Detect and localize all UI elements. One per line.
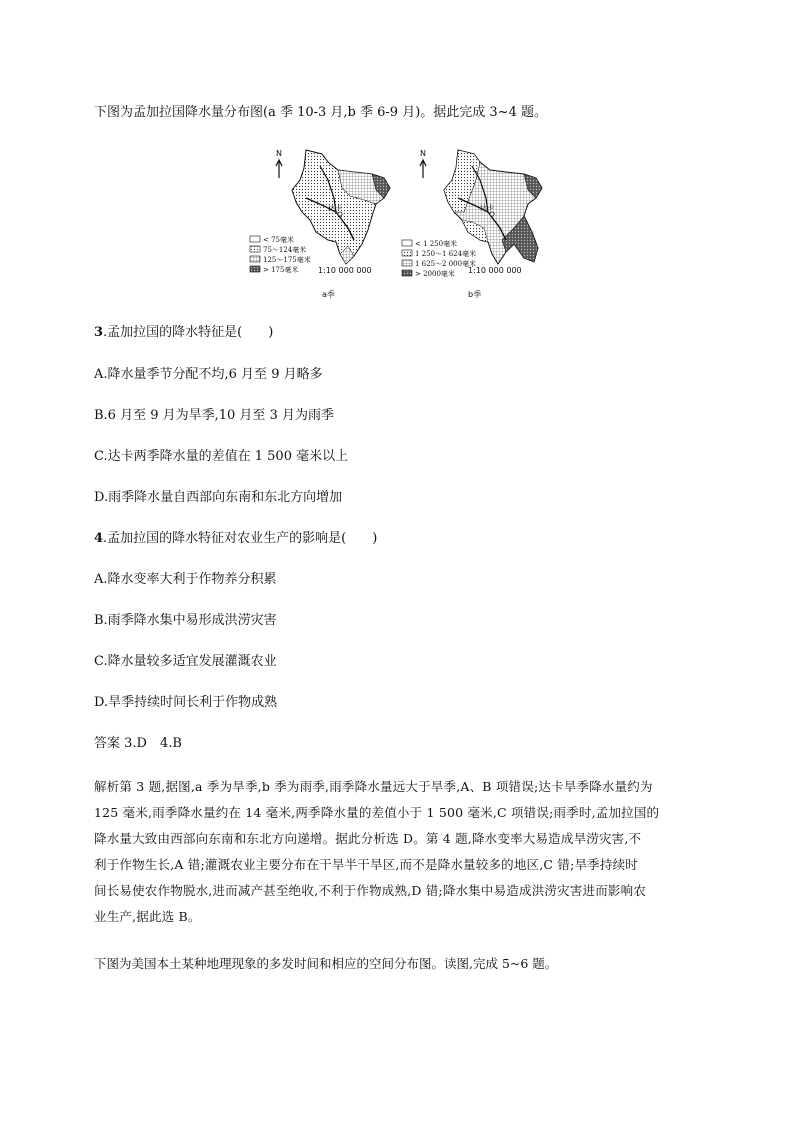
explanation-line-4: 利于作物生长,A 错;灌溉农业主要分布在干旱半干旱区,而不是降水量较多的地区,C 错;旱季持续时 xyxy=(94,857,638,872)
question-4-option-c: C.降水量较多适宜发展灌溉农业 xyxy=(94,654,277,669)
legend-b-item-4: > 2000毫米 xyxy=(415,270,455,278)
map-a xyxy=(250,149,390,299)
question-3-option-a: A.降水量季节分配不均,6 月至 9 月略多 xyxy=(94,367,323,382)
question-4-number: 4 xyxy=(94,531,104,546)
question-3-option-b: B.6 月至 9 月为旱季,10 月至 3 月为雨季 xyxy=(94,408,334,423)
explanation-line-2: 125 毫米,雨季降水量约在 14 毫米,两季降水量的差值小于 1 500 毫米,C 项错误;雨季时,孟加拉国的 xyxy=(94,805,660,820)
rainfall-map-figure xyxy=(244,140,554,305)
question-intro: 下图为孟加拉国降水量分布图(a 季 10-3 月,b 季 6-9 月)。据此完成 3~4 题。 xyxy=(94,105,547,120)
legend-a-item-2: 75～124毫米 xyxy=(263,246,307,254)
north-arrow-icon-b xyxy=(420,160,426,178)
legend-b-item-3: 1 625～2 000毫米 xyxy=(415,260,477,268)
next-question-intro: 下图为美国本土某种地理现象的多发时间和相应的空间分布图。读图,完成 5~6 题。 xyxy=(94,956,558,971)
map-b xyxy=(402,149,542,299)
question-3-text: .孟加拉国的降水特征是( ) xyxy=(103,325,274,340)
question-3-stem xyxy=(94,324,704,341)
legend-a xyxy=(250,235,311,274)
scale-a: 1:10 000 000 xyxy=(318,266,372,275)
question-4-stem xyxy=(94,530,704,547)
north-arrow-label-a: N xyxy=(276,149,282,158)
legend-b-item-1: < 1 250毫米 xyxy=(415,240,458,248)
city-label-a: 达卡 xyxy=(328,204,342,212)
city-label-b: 达卡 xyxy=(480,204,494,212)
caption-a: a季 xyxy=(322,290,335,299)
legend-a-item-3: 125～175毫米 xyxy=(263,256,311,264)
explanation-line-5: 间长易使农作物脱水,进而减产甚至绝收,不利于作物成熟,D 错;降水集中易造成洪涝灾害进而影响农 xyxy=(94,883,647,898)
question-4-option-a: A.降水变率大利于作物养分积累 xyxy=(94,572,277,587)
question-3-option-d: D.雨季降水量自西部向东南和东北方向增加 xyxy=(94,490,343,505)
question-4-option-b: B.雨季降水集中易形成洪涝灾害 xyxy=(94,613,277,628)
caption-b: b季 xyxy=(468,290,482,299)
question-3-number: 3 xyxy=(94,325,104,340)
explanation-line-6: 业生产,据此选 B。 xyxy=(94,909,201,924)
legend-a-item-4: > 175毫米 xyxy=(263,266,299,274)
scale-b: 1:10 000 000 xyxy=(468,266,522,275)
legend-a-item-1: < 75毫米 xyxy=(263,236,294,244)
question-3-option-c: C.达卡两季降水量的差值在 1 500 毫米以上 xyxy=(94,449,349,464)
legend-b xyxy=(402,239,476,278)
north-arrow-icon-a xyxy=(276,160,282,178)
legend-b-item-2: 1 250～1 624毫米 xyxy=(415,250,477,258)
rainfall-maps-svg xyxy=(244,140,554,305)
answer-line: 答案 3.D 4.B xyxy=(94,736,182,751)
explanation-paragraph xyxy=(94,774,700,930)
question-4-option-d: D.旱季持续时间长利于作物成熟 xyxy=(94,695,278,710)
question-4-text: .孟加拉国的降水特征对农业生产的影响是( ) xyxy=(103,531,378,546)
explanation-line-3: 降水量大致由西部向东南和东北方向递增。据此分析选 D。第 4 题,降水变率大易造成旱涝灾害,不 xyxy=(94,831,642,846)
north-arrow-label-b: N xyxy=(420,149,426,158)
explanation-line-1: 解析第 3 题,据图,a 季为旱季,b 季为雨季,雨季降水量远大于旱季,A、B 项错误;达卡旱季降水量约为 xyxy=(94,779,653,794)
